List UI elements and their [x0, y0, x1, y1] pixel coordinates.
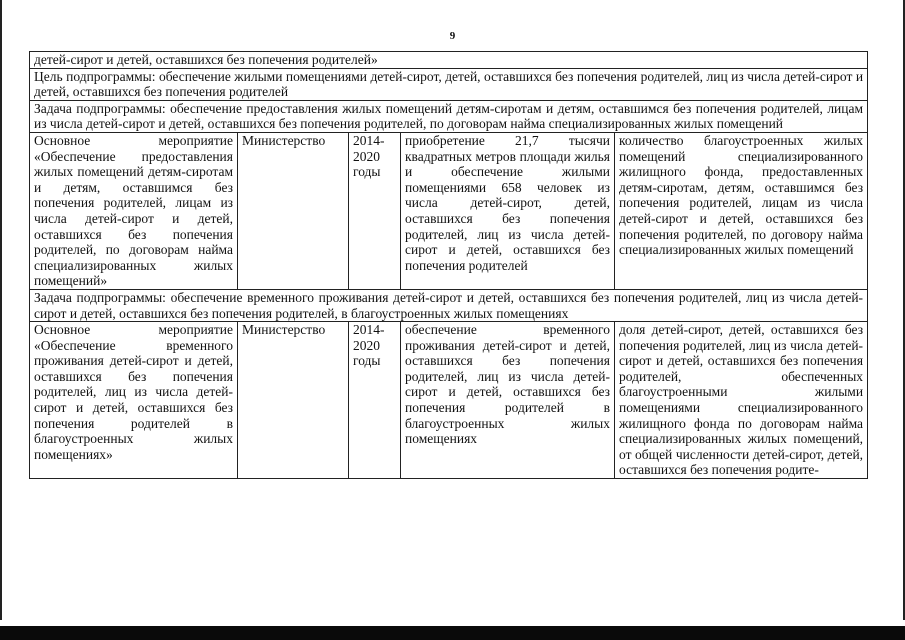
- table-row: [30, 52, 868, 69]
- result-cell: приобретение 21,7 тысячи квадратных метров площади жилья и обеспечение жилыми помещениями 658 человек из числа детей-сирот, детей, оставшихся без попечения родителей, лиц из числа детей-сирот и детей, оставшихся без попечения родителей: [401, 132, 615, 289]
- executor-cell: Министерство: [238, 132, 349, 289]
- executor-cell: Министерство: [238, 322, 349, 479]
- program-table: [29, 51, 868, 479]
- activity-name-cell: Основное мероприятие «Обеспечение временного проживания детей-сирот и детей, оставшихся без попечения родителей, лиц из числа детей-сирот и детей, оставшихся без попечения родителей в благоустроенных жилых помещениях»: [30, 322, 238, 479]
- scan-left-edge: [0, 0, 2, 620]
- indicator-cell: количество благоустроенных жилых помещений специализированного жилищного фонда, предоставленных детям-сиротам, детям, оставшимся без попечения родителей, лицам из числа детей-сирот и детей, оставшихся без попечения родителей, по договору найма специализированных жилых помещений: [615, 132, 868, 289]
- period-cell: 2014-2020 годы: [349, 132, 401, 289]
- table-row: [30, 132, 868, 289]
- table-row: [30, 289, 868, 321]
- continuation-cell: детей-сирот и детей, оставшихся без попечения родителей»: [30, 52, 868, 69]
- activity-name-cell: Основное мероприятие «Обеспечение предоставления жилых помещений детям-сиротам и детям, оставшимся без попечения родителей, лицам из числа детей-сирот и детей, оставшихся без попечения родителей, по договорам найма специализированных жилых помещений»: [30, 132, 238, 289]
- goal-cell: Цель подпрограммы: обеспечение жилыми помещениями детей-сирот, детей, оставшихся без попечения родителей, лиц из числа детей-сирот и детей, оставшихся без попечения родителей: [30, 68, 868, 100]
- table-row: [30, 68, 868, 100]
- scan-bottom-bar: [0, 626, 905, 640]
- page-number: 9: [449, 30, 456, 42]
- indicator-cell: доля детей-сирот, детей, оставшихся без попечения родителей, лиц из числа детей-сирот и детей, оставшихся без попечения родителей, обеспеченных благоустроенными жилыми помещениями специализированного жилищного фонда по договорам найма специализированных жилых помещений, от общей численности детей-сирот, детей, оставшихся без попечения родите-: [615, 322, 868, 479]
- table-row: [30, 322, 868, 479]
- period-cell: 2014-2020 годы: [349, 322, 401, 479]
- task-cell: Задача подпрограммы: обеспечение предоставления жилых помещений детям-сиротам и детям, оставшимся без попечения родителей, лицам из числа детей-сирот и детей, оставшихся без попечения родителей, по договорам найма специализированных жилых помещений: [30, 100, 868, 132]
- result-cell: обеспечение временного проживания детей-сирот и детей, оставшихся без попечения родителей, лиц из числа детей-сирот и детей, оставшихся без попечения родителей в благоустроенных жилых помещениях: [401, 322, 615, 479]
- task-cell: Задача подпрограммы: обеспечение временного проживания детей-сирот и детей, оставшихся без попечения родителей, лиц из числа детей-сирот и детей, оставшихся без попечения родителей, в благоустроенных жилых помещениях: [30, 289, 868, 321]
- table-row: [30, 100, 868, 132]
